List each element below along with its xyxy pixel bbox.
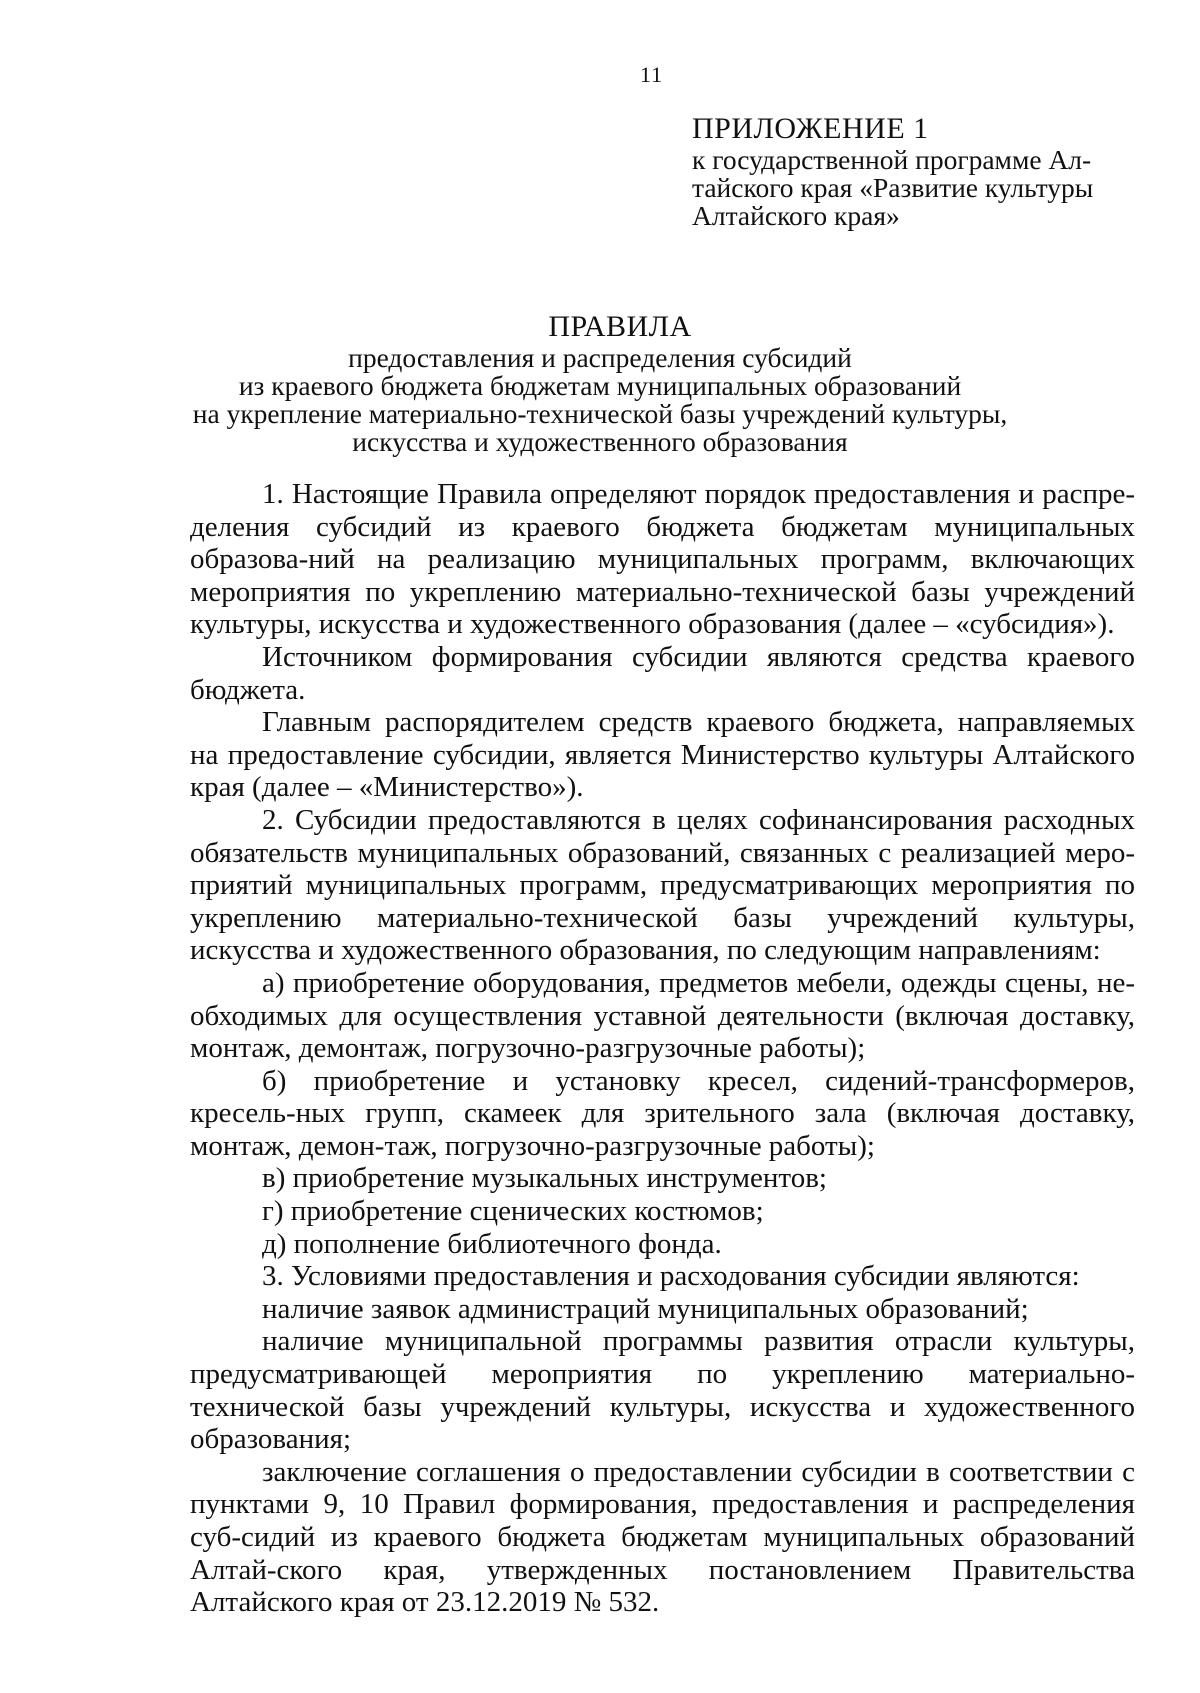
- rules-title: ПРАВИЛА: [548, 310, 692, 343]
- appendix-title: ПРИЛОЖЕНИЕ 1: [692, 112, 929, 145]
- condition-program: наличие муниципальной программы развития отрасли культуры, предусматривающей мероприятия по укреплению материально-технической базы учреждений культуры, искусства и художественного образования;: [190, 1325, 1135, 1456]
- condition-applications: наличие заявок администраций муниципальных образований;: [262, 1292, 1029, 1325]
- page-number: 11: [640, 62, 664, 87]
- rules-subtitle-line: на укрепление материально-технической базы учреждений культуры,: [192, 398, 1008, 429]
- list-item-d: д) пополнение библиотечного фонда.: [262, 1227, 722, 1260]
- rules-subtitle-line: предоставления и распределения субсидий: [348, 342, 852, 373]
- appendix-line: к государственной программе Ал-: [692, 144, 1092, 175]
- paragraph-main-administrator: Главным распорядителем средств краевого бюджета, направляемых на предоставление субсидии, является Министерство культуры Алтайского края (далее – «Министерство»).: [190, 706, 1135, 804]
- paragraph-1: 1. Настоящие Правила определяют порядок предоставления и распре-деления субсидий из краевого бюджета бюджетам муниципальных образова-ний на реализацию муниципальных программ, включающих мероприятия по укреплению материально-технической базы учреждений культуры, искусства и художественного образования (далее – «субсидия»).: [190, 478, 1135, 641]
- list-item-v: в) приобретение музыкальных инструментов;: [262, 1162, 827, 1195]
- appendix-block: [692, 112, 1138, 230]
- appendix-line: Алтайского края»: [692, 200, 900, 231]
- paragraph-2: 2. Субсидии предоставляются в целях софинансирования расходных обязательств муниципальных образований, связанных с реализацией меро-приятий муниципальных программ, предусматривающих мероприятия по укреплению материально-технической базы учреждений культуры, искусства и художественного образования, по следующим направлениям:: [190, 803, 1135, 967]
- list-item-b: б) приобретение и установку кресел, сидений-трансформеров, кресель-ных групп, скамеек для зрительного зала (включая доставку, монтаж, демон-таж, погрузочно-разгрузочные работы);: [190, 1064, 1135, 1162]
- paragraph-funding-source: Источником формирования субсидии являются средства краевого бюджета.: [190, 640, 1135, 706]
- rules-subtitle-line: искусства и художественного образования: [352, 426, 848, 457]
- rules-heading: [120, 310, 1080, 456]
- appendix-line: тайского края «Развитие культуры: [692, 172, 1094, 203]
- paragraph-3: 3. Условиями предоставления и расходования субсидии являются:: [262, 1260, 1080, 1293]
- rules-subtitle-line: из краевого бюджета бюджетам муниципальных образований: [238, 370, 962, 401]
- list-item-g: г) приобретение сценических костюмов;: [262, 1195, 764, 1228]
- document-body: [190, 478, 1135, 1619]
- list-item-a: а) приобретение оборудования, предметов мебели, одежды сцены, не-обходимых для осуществления уставной деятельности (включая доставку, монтаж, демонтаж, погрузочно-разгрузочные работы);: [190, 966, 1135, 1065]
- condition-agreement: заключение соглашения о предоставлении субсидии в соответствии с пунктами 9, 10 Правил формирования, предоставления и распределения суб-сидий из краевого бюджета бюджетам муниципальных образований Алтай-ского края, утвержденных постановлением Правительства Алтайского края от 23.12.2019 № 532.: [190, 1455, 1135, 1619]
